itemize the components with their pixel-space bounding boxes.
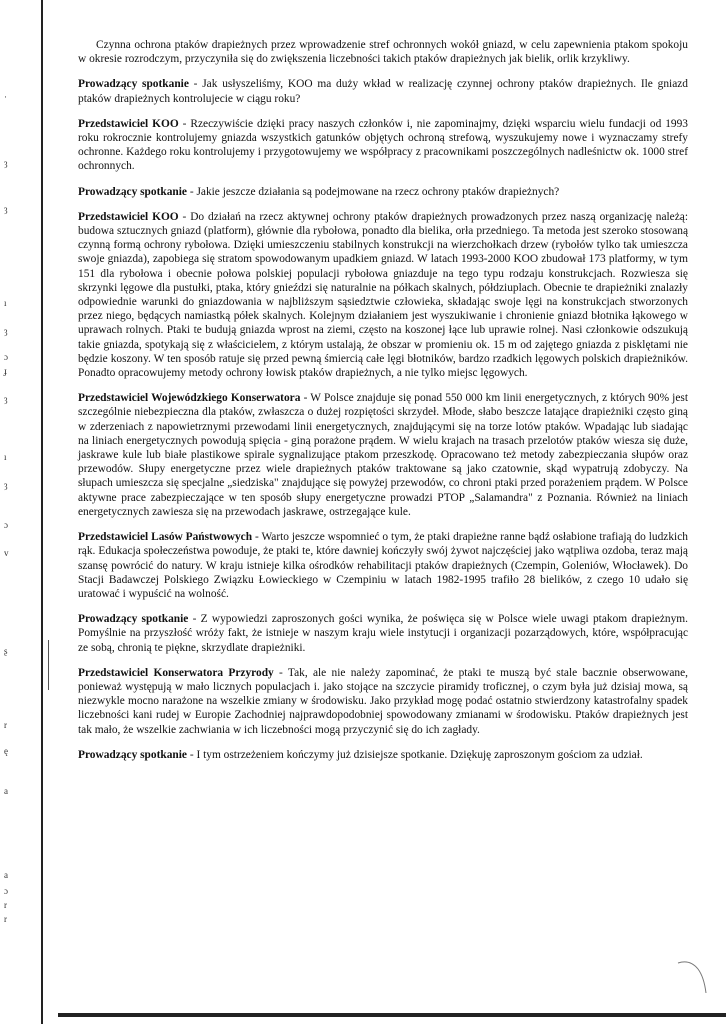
margin-speck: ɔ xyxy=(4,352,8,362)
paragraph xyxy=(78,210,688,380)
paragraph-text: - I tym ostrzeżeniem kończymy już dzisiejsze spotkanie. Dziękuję zaproszonym gościom za udział. xyxy=(189,748,643,761)
paragraph xyxy=(78,38,688,66)
margin-speck: ı xyxy=(4,452,7,462)
paragraph-text: - W Polsce znajduje się ponad 550 000 km linii energetycznych, z których 90% jest szczególnie niebezpieczna dla ptaków, zwłaszcza o dużej rozpiętości skrzydeł. Młode, słabo beszcze latające drapieżniki często giną w zderzeniach z napowietrznymi przewodami linii energetycznych, znajdującymi się na torze lotów ptaków. Wpadając lub siadając na liniach energetycznych powodują spięcia - giną porażone prądem. W wielu krajach na trasach przelotów ptaków wiesza się duże, jaskrawe kule lub białe plastikowe spirale sygnalizujące ptakom przeszkodę. Opracowano też metody zabezpieczania słupów oraz przewodów. Słupy energetyczne przez wiele drapieżnych ptaków traktowane są jako czatownie, skąd wypatrują zdobyczy. Na słupach umieszcza się specjalne „siedziska" znajdujące się powyżej przewodów, co chroni ptaki przed porażeniem prądem. W Polsce aktywne prace zabezpieczające w ten sposób słupy energetyczne prowadzi PTOP „Salamandra" z Poznania. Również na liniach energetycznych zawiesza się na przewodach jaskrawe, ostrzegające kule. xyxy=(78,392,688,518)
margin-speck: ɔ xyxy=(4,520,8,530)
speaker-label: Prowadzący spotkanie xyxy=(78,748,187,761)
document-body xyxy=(78,38,688,773)
speaker-label: Przedstawiciel KOO xyxy=(78,117,179,130)
paragraph-text: - Z wypowiedzi zaproszonych gości wynika, że poświęca się w Polsce wiele uwagi ptakom drapieżnym. Pomyślnie na przyszłość wróży fakt, że istnieje w naszym kraju wiele instytucji i organizacji pozarządowych, które, współpracując ze sobą, chronią te piękne, skrzydlate drapieżniki. xyxy=(78,613,689,654)
paragraph-text: - Tak, ale nie należy zapominać, że ptaki te muszą być stale bacznie obserwowane, ponieważ występują w mało licznych populacjach i. jako stojące na szczycie piramidy troficznej, o czym była już dzisiaj mowa, są niezwykle mocno narażone na wszelkie zmiany w środowisku. Jako przykład mogę podać ostatnio stwierdzony katastrofalny spadek liczebności kani rudej w Europie Zachodniej najprawdopodobniej spowodowany zmianami w środowisku. Ptaków drapieżnych jest tak mało, że wszelkie zachwiania w ich liczebności mogą przyczynić się do ich zagłady. xyxy=(78,666,688,736)
speaker-label: Przedstawiciel Konserwatora Przyrody xyxy=(78,666,274,679)
margin-speck: ȝ xyxy=(4,326,8,336)
paragraph-text: - Jakie jeszcze działania są podejmowane na rzecz ochrony ptaków drapieżnych? xyxy=(189,185,560,198)
margin-speck: ʂ xyxy=(4,646,8,656)
paragraph xyxy=(78,185,688,199)
binding-edge-line xyxy=(41,0,43,1024)
paragraph xyxy=(78,391,688,519)
margin-speck: ɟ xyxy=(4,366,7,376)
paragraph-text: - Warto jeszcze wspomnieć o tym, że ptaki drapieżne ranne bądź osłabione trafiają do ludzkich rąk. Edukacja społeczeństwa powoduje, że ptaki te, które dawniej kończyły swój żywot najczęściej jako wątpliwa ozdoba, teraz mają szansę powrócić do natury. W kraju istnieje kilka ośrodków rehabilitacji ptaków drapieżnych (Czempin, Goleniów, Włocławek). Do Stacji Badawczej Polskiego Związku Łowieckiego w Czempiniu w latach 1982-1995 trafiło 28 bielików, z czego 10 udało się uratować i wypuścić na wolność. xyxy=(78,531,688,600)
margin-speck: r xyxy=(4,914,7,924)
paragraph-text: - Rzeczywiście dzięki pracy naszych członków i, nie zapominajmy, dzięki wsparciu wielu fundacji od 1993 roku rokrocznie kontrolujemy gniazda wszystkich gatunków objętych ochroną strefową, wyszukujemy nowe i wyznaczamy strefy ochronne. Każdego roku kontrolujemy i przygotowujemy we współpracy z pracownikami poszczególnych nadleśnictw ok. 1000 stref ochronnych. xyxy=(78,117,689,173)
margin-speck: a xyxy=(4,870,8,880)
paragraph-text: Czynna ochrona ptaków drapieżnych przez wprowadzenie stref ochronnych wokół gniazd, w celu zapewnienia ptakom spokoju w okresie rozrodczym, przyczyniła się do zwiększenia liczebności takich ptaków drapieżnych jak bielik, orlik krzykliwy. xyxy=(78,39,688,66)
speaker-label: Prowadzący spotkanie xyxy=(78,78,189,91)
margin-speck: ȝ xyxy=(4,158,8,168)
margin-speck: ȝ xyxy=(4,394,8,404)
margin-speck: · xyxy=(4,92,7,102)
speaker-label: Przedstawiciel KOO xyxy=(78,210,179,223)
paragraph xyxy=(78,666,688,737)
margin-speck: r xyxy=(4,720,7,730)
margin-speck: a xyxy=(4,786,8,796)
margin-speck: ɔ xyxy=(4,886,8,896)
speaker-label: Prowadzący spotkanie xyxy=(78,185,187,198)
paragraph xyxy=(78,530,688,601)
paragraph xyxy=(78,748,688,762)
paragraph-text: - Do działań na rzecz aktywnej ochrony ptaków drapieżnych prowadzonych przez naszą organizację należą: budowa sztucznych gniazd (platform), głównie dla rybołowa, ponadto dla bielika, orła przedniego. Ta metoda jest szeroko stosowaną czynną formą ochrony rybołowa. Dzięki umieszczeniu stabilnych konstrukcji na wierzchołkach drzew (rybołów tylko tak umieszcza swoje gniazda), zapobiega się stratom spowodowanym upadkiem gniazd. W latach 1993-2000 KOO zbudował 173 platformy, w tym 151 dla rybołowa i obecnie połowa polskiej populacji rybołowa gniazduje na tego typu rodzaju konstrukcjach. Rozwiesza się skrzynki lęgowe dla pustułki, ptaka, który gnieździ się naturalnie na półkach skalnych, półdziuplach. Obecnie te drapieżniki znalazły odpowiednie warunki do gniazdowania w najbliższym sąsiedztwie człowieka, składając swoje lęgi na konstrukcjach stworzonych przez niego, będących namiastką półek skalnych. Kolejnym działaniem jest wyszukiwanie i chronienie gniazd błotnika łąkowego w uprawach rolnych. Ptaki te budują gniazda wprost na ziemi, często na koszonej łące lub uprawie rolnej. Nasi członkowie odszukują takie gniazda, spotykają się z właścicielem, z którym ustalają, że obszar w promieniu ok. 15 m od zajętego gniazda z pisklętami nie będzie koszony. W ten sposób ratuje się przed pewną śmiercią całe lęgi błotników, bardzo rzadkich lęgowych polskich drapieżników. Ponadto opracowujemy metody ochrony łowisk ptaków drapieżnych, a nie tylko miejsc lęgowych. xyxy=(78,210,688,380)
binding-edge-line-secondary xyxy=(48,640,49,690)
speaker-label: Przedstawiciel Lasów Państwowych xyxy=(78,531,253,544)
margin-speck: ę xyxy=(4,746,8,756)
margin-speck: ȝ xyxy=(4,480,8,490)
corner-scan-mark xyxy=(676,955,710,995)
bottom-scan-edge xyxy=(58,1013,726,1017)
paragraph xyxy=(78,77,688,105)
speaker-label: Przedstawiciel Wojewódzkiego Konserwatora xyxy=(78,392,301,405)
margin-speck: ȝ xyxy=(4,204,8,214)
speaker-label: Prowadzący spotkanie xyxy=(78,613,189,626)
margin-speck: ı xyxy=(4,298,7,308)
margin-speck: v xyxy=(4,548,9,558)
paragraph xyxy=(78,612,688,655)
margin-speck: r xyxy=(4,900,7,910)
paragraph xyxy=(78,117,688,174)
paragraph-text: - Jak usłyszeliśmy, KOO ma duży wkład w realizację czynnej ochrony ptaków drapieżnych. Ile gniazd ptaków drapieżnych kontrolujecie w ciągu roku? xyxy=(78,78,688,105)
